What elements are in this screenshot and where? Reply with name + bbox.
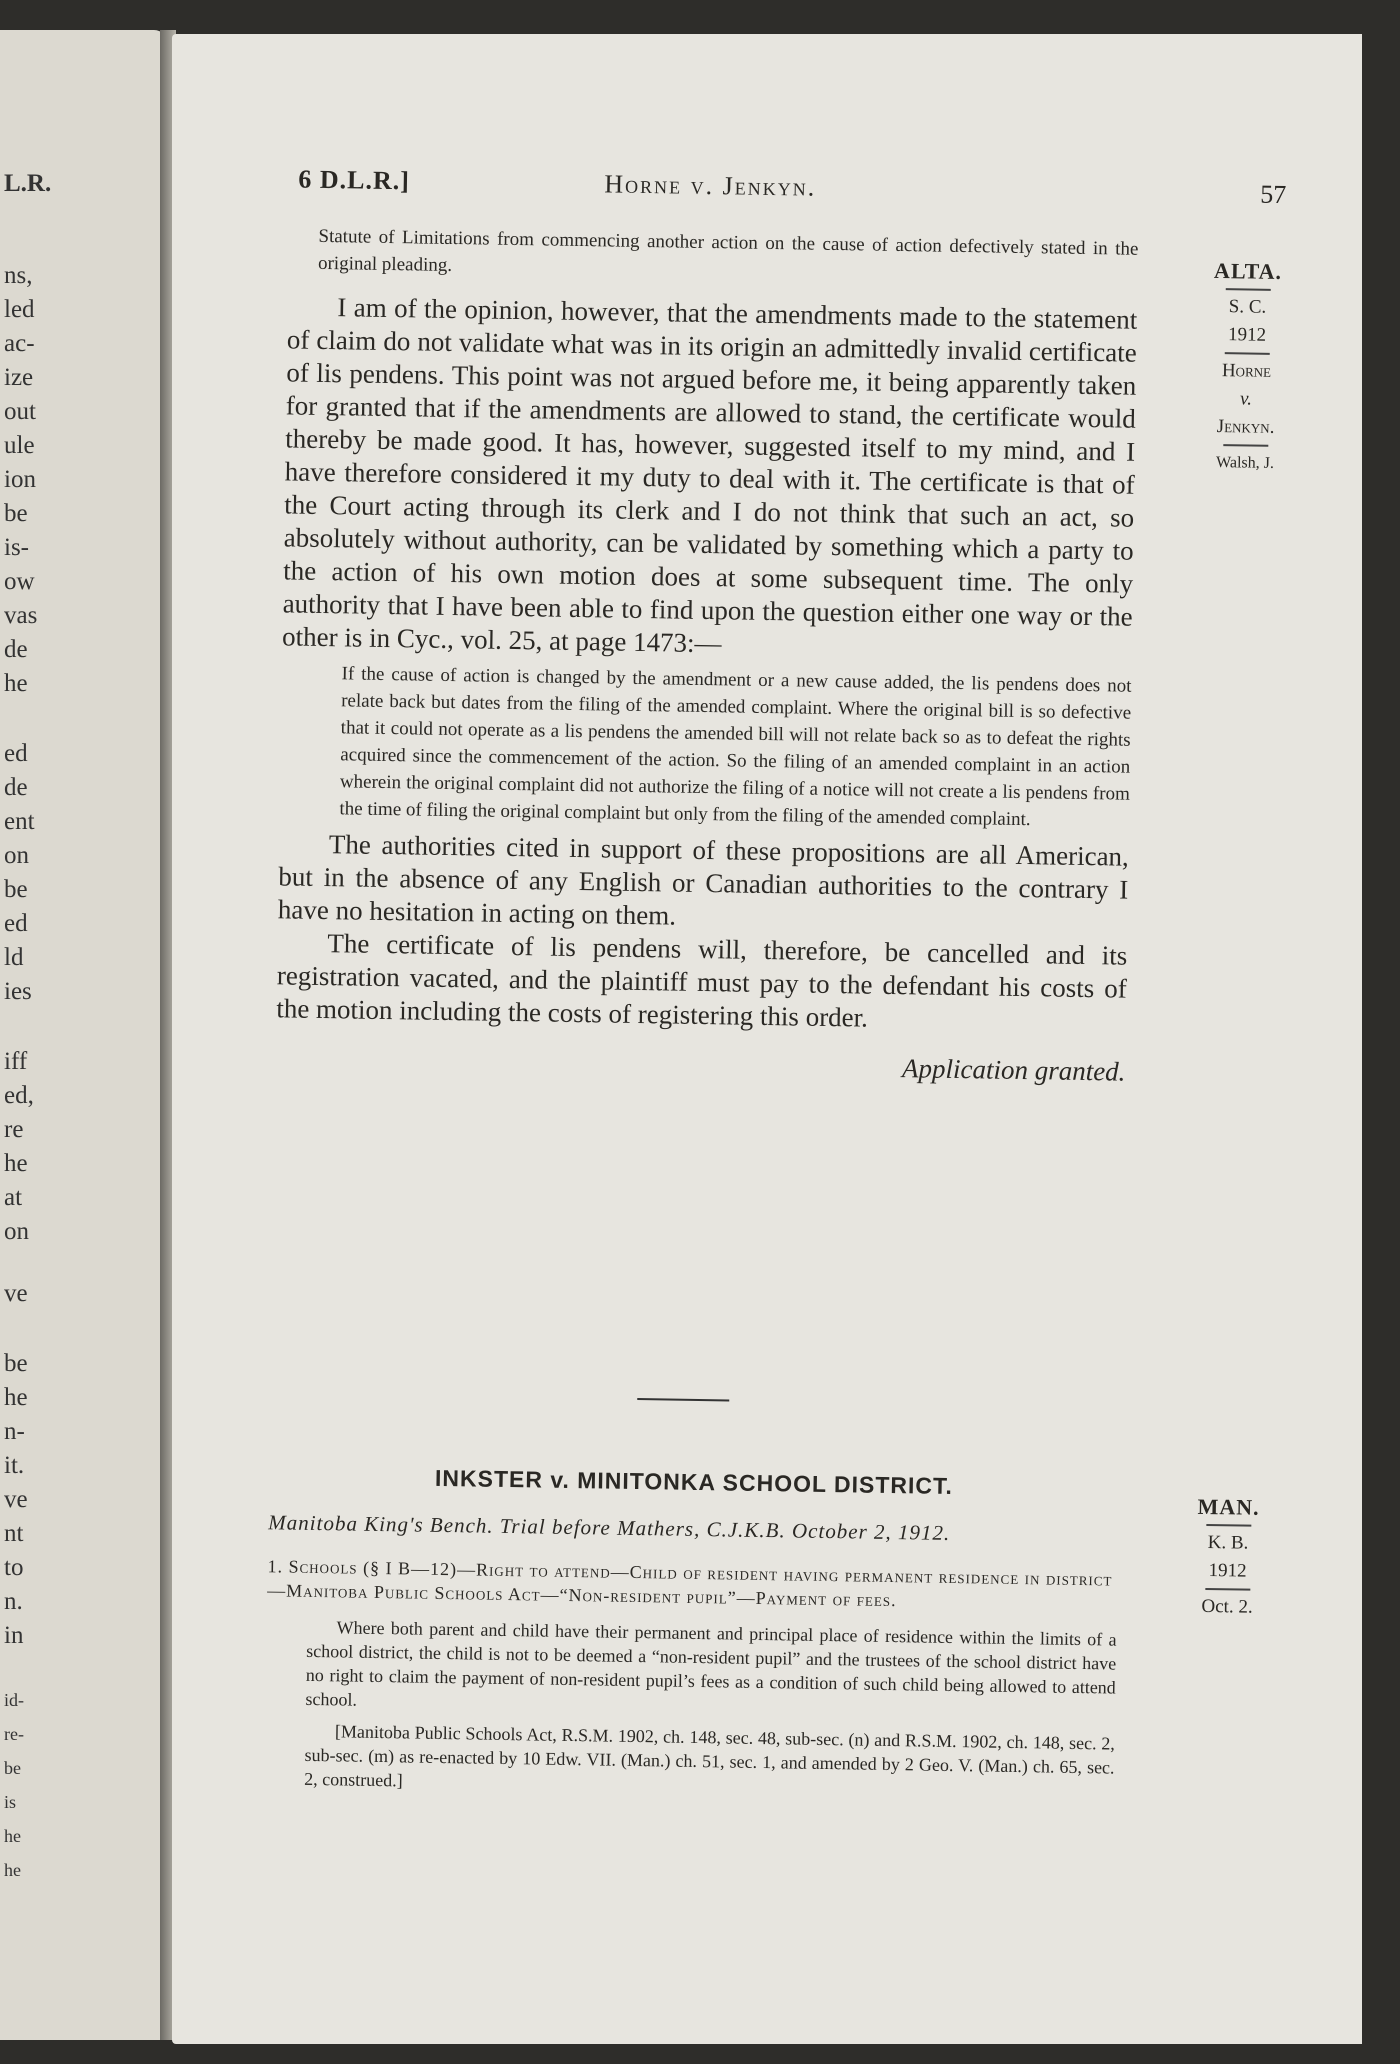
page-number: 57 bbox=[1260, 179, 1287, 210]
left-page-fragment: ent bbox=[4, 808, 35, 835]
paragraph-1: I am of the opinion, however, that the amendments made to the statement of claim do not validate what was in its origin an admittedly invalid certificate of lis pendens. This point was not argued before me, it being apparently taken for granted that if the amendments are allowed to stand, the certificate would thereby be made good. It has, however, suggested itself to my mind, and I have therefore considered it my duty to deal with it. The certificate is that of the Court acting through its clerk and I do not think that such an act, so absolutely without authority, can be validated by something which a party to the action of his own motion does at some subsequent time. The only authority that I have been able to find upon the question either one way or the other is in Cyc., vol. 25, at page 1473:— bbox=[281, 292, 1138, 659]
left-page-fragment: he bbox=[4, 670, 28, 697]
left-page-fragment: at bbox=[4, 1184, 23, 1211]
disposition: Application granted. bbox=[901, 1053, 1126, 1087]
left-page-fragment: n- bbox=[4, 1418, 25, 1445]
sidebar2-court: K. B. bbox=[1207, 1531, 1249, 1554]
left-page-fragment: be bbox=[4, 876, 28, 903]
left-page-fragment: ac- bbox=[4, 330, 35, 357]
carryover-text: Statute of Limitations from commencing another action on the cause of action defectively stated in the original pleading. bbox=[317, 225, 1139, 276]
sidebar-bottom bbox=[1162, 1492, 1294, 1622]
right-page bbox=[172, 34, 1362, 2044]
left-page-fragment: ize bbox=[4, 364, 34, 391]
left-page-fragment: n. bbox=[4, 1588, 23, 1615]
left-page-fragment: ule bbox=[4, 432, 35, 459]
left-page-fragment: be bbox=[4, 500, 28, 527]
court-line: Manitoba King's Bench. Trial before Mathers, C.J.K.B. October 2, 1912. bbox=[268, 1510, 951, 1545]
left-page-fragment: ve bbox=[4, 1280, 28, 1307]
statute-note: [Manitoba Public Schools Act, R.S.M. 1902, ch. 148, sec. 48, sub-sec. (n) and R.S.M. 1902, ch. 148, sec. 2, sub-sec. (m) as re-enacted by 10 Edw. VII. (Man.) ch. 51, sec. 1, and amended by 2 Geo. V. (Man.) ch. 65, sec. 2, construed.] bbox=[304, 1721, 1116, 1791]
left-page-fragment: out bbox=[4, 398, 36, 425]
sidebar-judge: Walsh, J. bbox=[1215, 453, 1275, 472]
headnote-heading: 1. Schools (§ I B—12)—Right to attend—Child of resident having permanent residence in district—Manitoba Public Schools Act—“Non-resident pupil”—Payment of fees. bbox=[267, 1556, 1113, 1611]
sidebar-province: ALTA. bbox=[1213, 257, 1283, 285]
left-page-fragment: to bbox=[4, 1554, 24, 1581]
sidebar-party2: Jenkyn. bbox=[1216, 415, 1275, 438]
left-page-fragment: de bbox=[4, 636, 28, 663]
quoted-passage: If the cause of action is changed by the amendment or a new cause added, the lis pendens does not relate back but dates from the filing of the amended complaint. Where the original bill is so defective that it could not operate as a lis pendens the amended bill will not relate back so as to defeat the rights acquired since the commencement of the action. So the filing of an amended complaint in an action wherein the original complaint did not authorize the filing of a notice will not create a lis pendens from the time of filing the original complaint but only from the filing of the amended complaint. bbox=[339, 663, 1132, 831]
left-page-fragment: it. bbox=[4, 1452, 25, 1479]
left-page-fragment: be bbox=[4, 1758, 21, 1778]
left-page-fragment: ld bbox=[4, 944, 24, 971]
left-page-fragment: he bbox=[4, 1384, 28, 1411]
left-page-fragment: he bbox=[4, 1826, 21, 1846]
left-page-fragment: he bbox=[4, 1150, 28, 1177]
section-divider bbox=[637, 1398, 729, 1401]
sidebar-top bbox=[1180, 256, 1313, 478]
headnote bbox=[264, 1554, 1118, 1803]
left-page-fragment: ns, bbox=[4, 262, 33, 289]
left-page-fragment: is bbox=[4, 1792, 17, 1812]
left-page-fragment: ion bbox=[4, 466, 36, 493]
sidebar2-province: MAN. bbox=[1197, 1493, 1260, 1520]
left-page-fragment: on bbox=[4, 842, 29, 869]
left-page-fragment: ow bbox=[4, 568, 35, 595]
left-page-fragment: vas bbox=[4, 602, 38, 629]
headnote-body: Where both parent and child have their permanent and principal place of residence within the limits of a school district, the child is not to be deemed a “non-resident pupil” and the trustees of the school district have no right to claim the payment of non-resident pupil’s fees as a condition of such child being allowed to attend school. bbox=[305, 1617, 1117, 1710]
left-page-fragment: ed bbox=[4, 910, 28, 937]
sidebar2-date: Oct. 2. bbox=[1201, 1595, 1253, 1618]
left-page-fragment: led bbox=[4, 296, 35, 323]
left-page-fragment: re bbox=[4, 1116, 24, 1143]
left-page-fragment: he bbox=[4, 1860, 21, 1880]
case-title: INKSTER v. MINITONKA SCHOOL DISTRICT. bbox=[434, 1464, 954, 1499]
left-page-fragment: id- bbox=[4, 1690, 24, 1710]
left-page-fragment: de bbox=[4, 774, 28, 801]
left-page-fragment: ed bbox=[4, 740, 28, 767]
left-page-fragment: ies bbox=[4, 978, 32, 1005]
running-head-case: Horne v. Jenkyn. bbox=[604, 169, 817, 202]
paragraph-2: The authorities cited in support of these propositions are all American, but in the absence of any English or Canadian authorities to the contrary I have no hesitation in acting on them. bbox=[277, 829, 1130, 931]
left-page-fragment: L.R. bbox=[4, 170, 52, 197]
left-page-fragment: iff bbox=[4, 1048, 28, 1075]
left-page-fragment: ve bbox=[4, 1486, 28, 1513]
left-page-fragment: nt bbox=[4, 1520, 24, 1547]
left-facing-page bbox=[0, 30, 168, 2040]
left-page-fragment: be bbox=[4, 1350, 28, 1377]
sidebar-year: 1912 bbox=[1227, 324, 1267, 346]
sidebar-party1: Horne bbox=[1221, 360, 1272, 382]
left-page-fragment: re- bbox=[4, 1724, 24, 1744]
left-page-fragment: is- bbox=[4, 534, 29, 561]
paragraph-3: The certificate of lis pendens will, therefore, be cancelled and its registration vacated, and the plaintiff must pay to the defendant his costs of the motion including the costs of registering this order. bbox=[276, 928, 1128, 1033]
running-head-volume: 6 D.L.R.] bbox=[298, 164, 411, 196]
left-page-fragment: on bbox=[4, 1218, 29, 1245]
sidebar2-year: 1912 bbox=[1208, 1560, 1247, 1582]
left-page-fragment: in bbox=[4, 1622, 24, 1649]
sidebar-court: S. C. bbox=[1228, 296, 1267, 318]
main-text bbox=[275, 222, 1138, 1087]
sidebar-v: v. bbox=[1239, 388, 1253, 410]
left-page-fragment: ed, bbox=[4, 1082, 34, 1109]
